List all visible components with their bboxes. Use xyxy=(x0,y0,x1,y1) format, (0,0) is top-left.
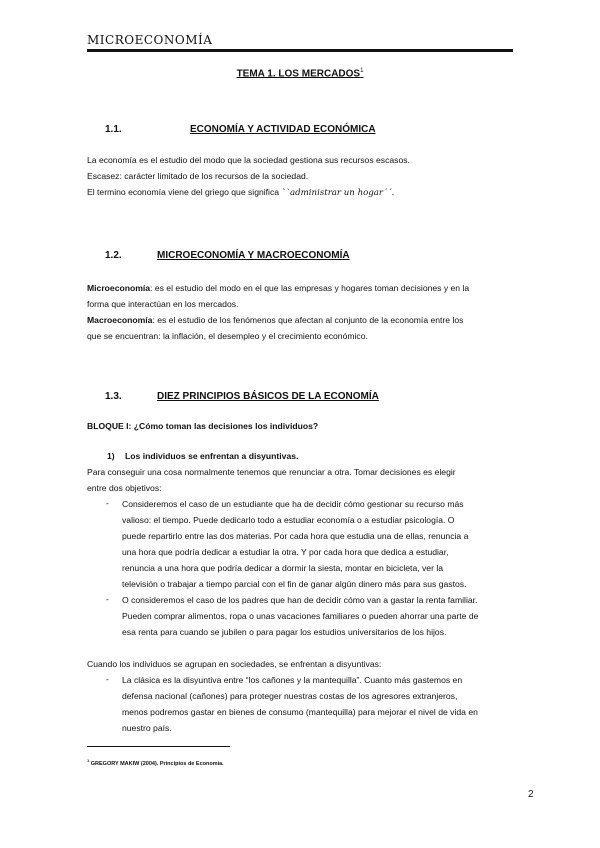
bullet-2-line: Pueden comprar alimentos, ropa o unas vacaciones familiares o pueden ahorrar una parte de xyxy=(122,611,479,621)
micro-definition-line-2: forma que interactúan en los mercados. xyxy=(87,299,239,309)
block-label: BLOQUE I xyxy=(87,421,129,431)
section-2-number: 1.2. xyxy=(105,250,122,261)
bullet-1-line: Consideremos el caso de un estudiante que ha de decidir cómo gestionar su recurso más xyxy=(122,499,464,509)
bullet-2 xyxy=(122,592,478,640)
footnote-ref: 1 xyxy=(360,68,364,74)
society-intro: Cuando los individuos se agrupan en sociedades, se enfrentan a disyuntivas: xyxy=(87,659,382,669)
macro-definition-line-1 xyxy=(87,312,463,328)
section-2-title: MICROECONOMÍA Y MACROECONOMÍA xyxy=(157,250,350,261)
micro-term: Microeconomía xyxy=(87,283,151,293)
bullet-1-line: televisión o trabajar a tiempo parcial con el fin de ganar algún dinero más para sus gastos. xyxy=(122,579,467,589)
section-1-number: 1.1. xyxy=(105,124,122,135)
macro-definition-line-2: que se encuentran: la inflación, el desempleo y el crecimiento económico. xyxy=(87,331,368,341)
footnote-mark: 1 xyxy=(87,758,90,763)
macro-def-1: : es el estudio de los fenómenos que afectan al conjunto de la economía entre los xyxy=(152,315,464,325)
bullet-1-line: valioso: el tiempo. Puede dedicarlo todo a estudiar economía o a estudiar psicología. O xyxy=(122,515,455,525)
footnote xyxy=(87,758,224,767)
bullet-2-marker: - xyxy=(106,594,109,604)
section-3-title: DIEZ PRINCIPIOS BÁSICOS DE LA ECONOMÍA xyxy=(157,391,379,402)
item-1-number: 1) xyxy=(107,451,115,461)
bullet-3-line: menos podremos gastar en bienes de consumo (mantequilla) para mejorar el nivel de vida en xyxy=(122,707,478,717)
item-1 xyxy=(107,448,298,464)
bullet-3 xyxy=(122,672,478,736)
micro-definition-line-1 xyxy=(87,280,469,296)
section-1-line-3 xyxy=(87,184,394,201)
intro-line-2: entre dos objetivos: xyxy=(87,483,162,493)
bullet-2-line: O consideremos el caso de los padres que han de decidir cómo van a gastar la renta familiar. xyxy=(122,595,478,605)
item-1-title: Los individuos se enfrentan a disyuntivas. xyxy=(125,451,299,461)
bullet-3-line: La clásica es la disyuntiva entre “los cañones y la mantequilla”. Cuanto más gastemos en xyxy=(122,675,463,685)
macro-term: Macroeconomía xyxy=(87,315,153,325)
section-1-line-2: Escasez: carácter limitado de los recursos de la sociedad. xyxy=(87,171,309,181)
bullet-1-marker: - xyxy=(106,498,109,508)
micro-def-1: : es el estudio del modo en el que las empresas y hogares toman decisiones y en la xyxy=(150,283,470,293)
bullet-1-line: renuncia a una hora que podría dedicar a dormir la siesta, montar en bicicleta, ver la xyxy=(122,563,444,573)
section-1-line-1: La economía es el estudio del modo que la sociedad gestiona sus recursos escasos. xyxy=(87,155,410,165)
page-number: 2 xyxy=(528,789,534,800)
section-1-title: ECONOMÍA Y ACTIVIDAD ECONÓMICA xyxy=(190,124,376,135)
block-question: : ¿Cómo toman las decisiones los individuos? xyxy=(128,421,319,431)
bullet-3-line: defensa nacional (cañones) para proteger nuestras costas de los agresores extranjeros, xyxy=(122,691,458,701)
intro-line-1: Para conseguir una cosa normalmente tenemos que renunciar a otra. Tomar decisiones es elegir xyxy=(87,467,456,477)
bullet-3-line: nuestro país. xyxy=(122,723,172,733)
bullet-2-line: esa renta para cuando se jubilen o para pagar los estudios universitarios de los hijos. xyxy=(122,627,447,637)
footnote-rule xyxy=(87,746,230,747)
section-1-line-3-text: El termino economía viene del griego que significa xyxy=(87,187,280,197)
header-rule xyxy=(87,49,513,52)
page-title-text: TEMA 1. LOS MERCADOS xyxy=(236,68,361,80)
running-header: MICROECONOMÍA xyxy=(87,33,213,47)
bullet-3-marker: - xyxy=(106,674,109,684)
section-1-quote: ``administrar un hogar´´. xyxy=(281,188,395,198)
bullet-1-line: una hora que podría dedicar a estudiar la otra. Y por cada hora que dedica a estudiar, xyxy=(122,547,449,557)
page-title xyxy=(0,68,600,79)
bullet-1 xyxy=(122,496,468,592)
bullet-1-line: puede repartirlo entre las dos materias. Por cada hora que estudia una de ellas, renuncia a xyxy=(122,531,469,541)
block-heading xyxy=(87,418,318,434)
section-3-number: 1.3. xyxy=(105,391,122,402)
footnote-text: GREGORY MAKIW (2004). Principios de Economía. xyxy=(90,760,224,767)
